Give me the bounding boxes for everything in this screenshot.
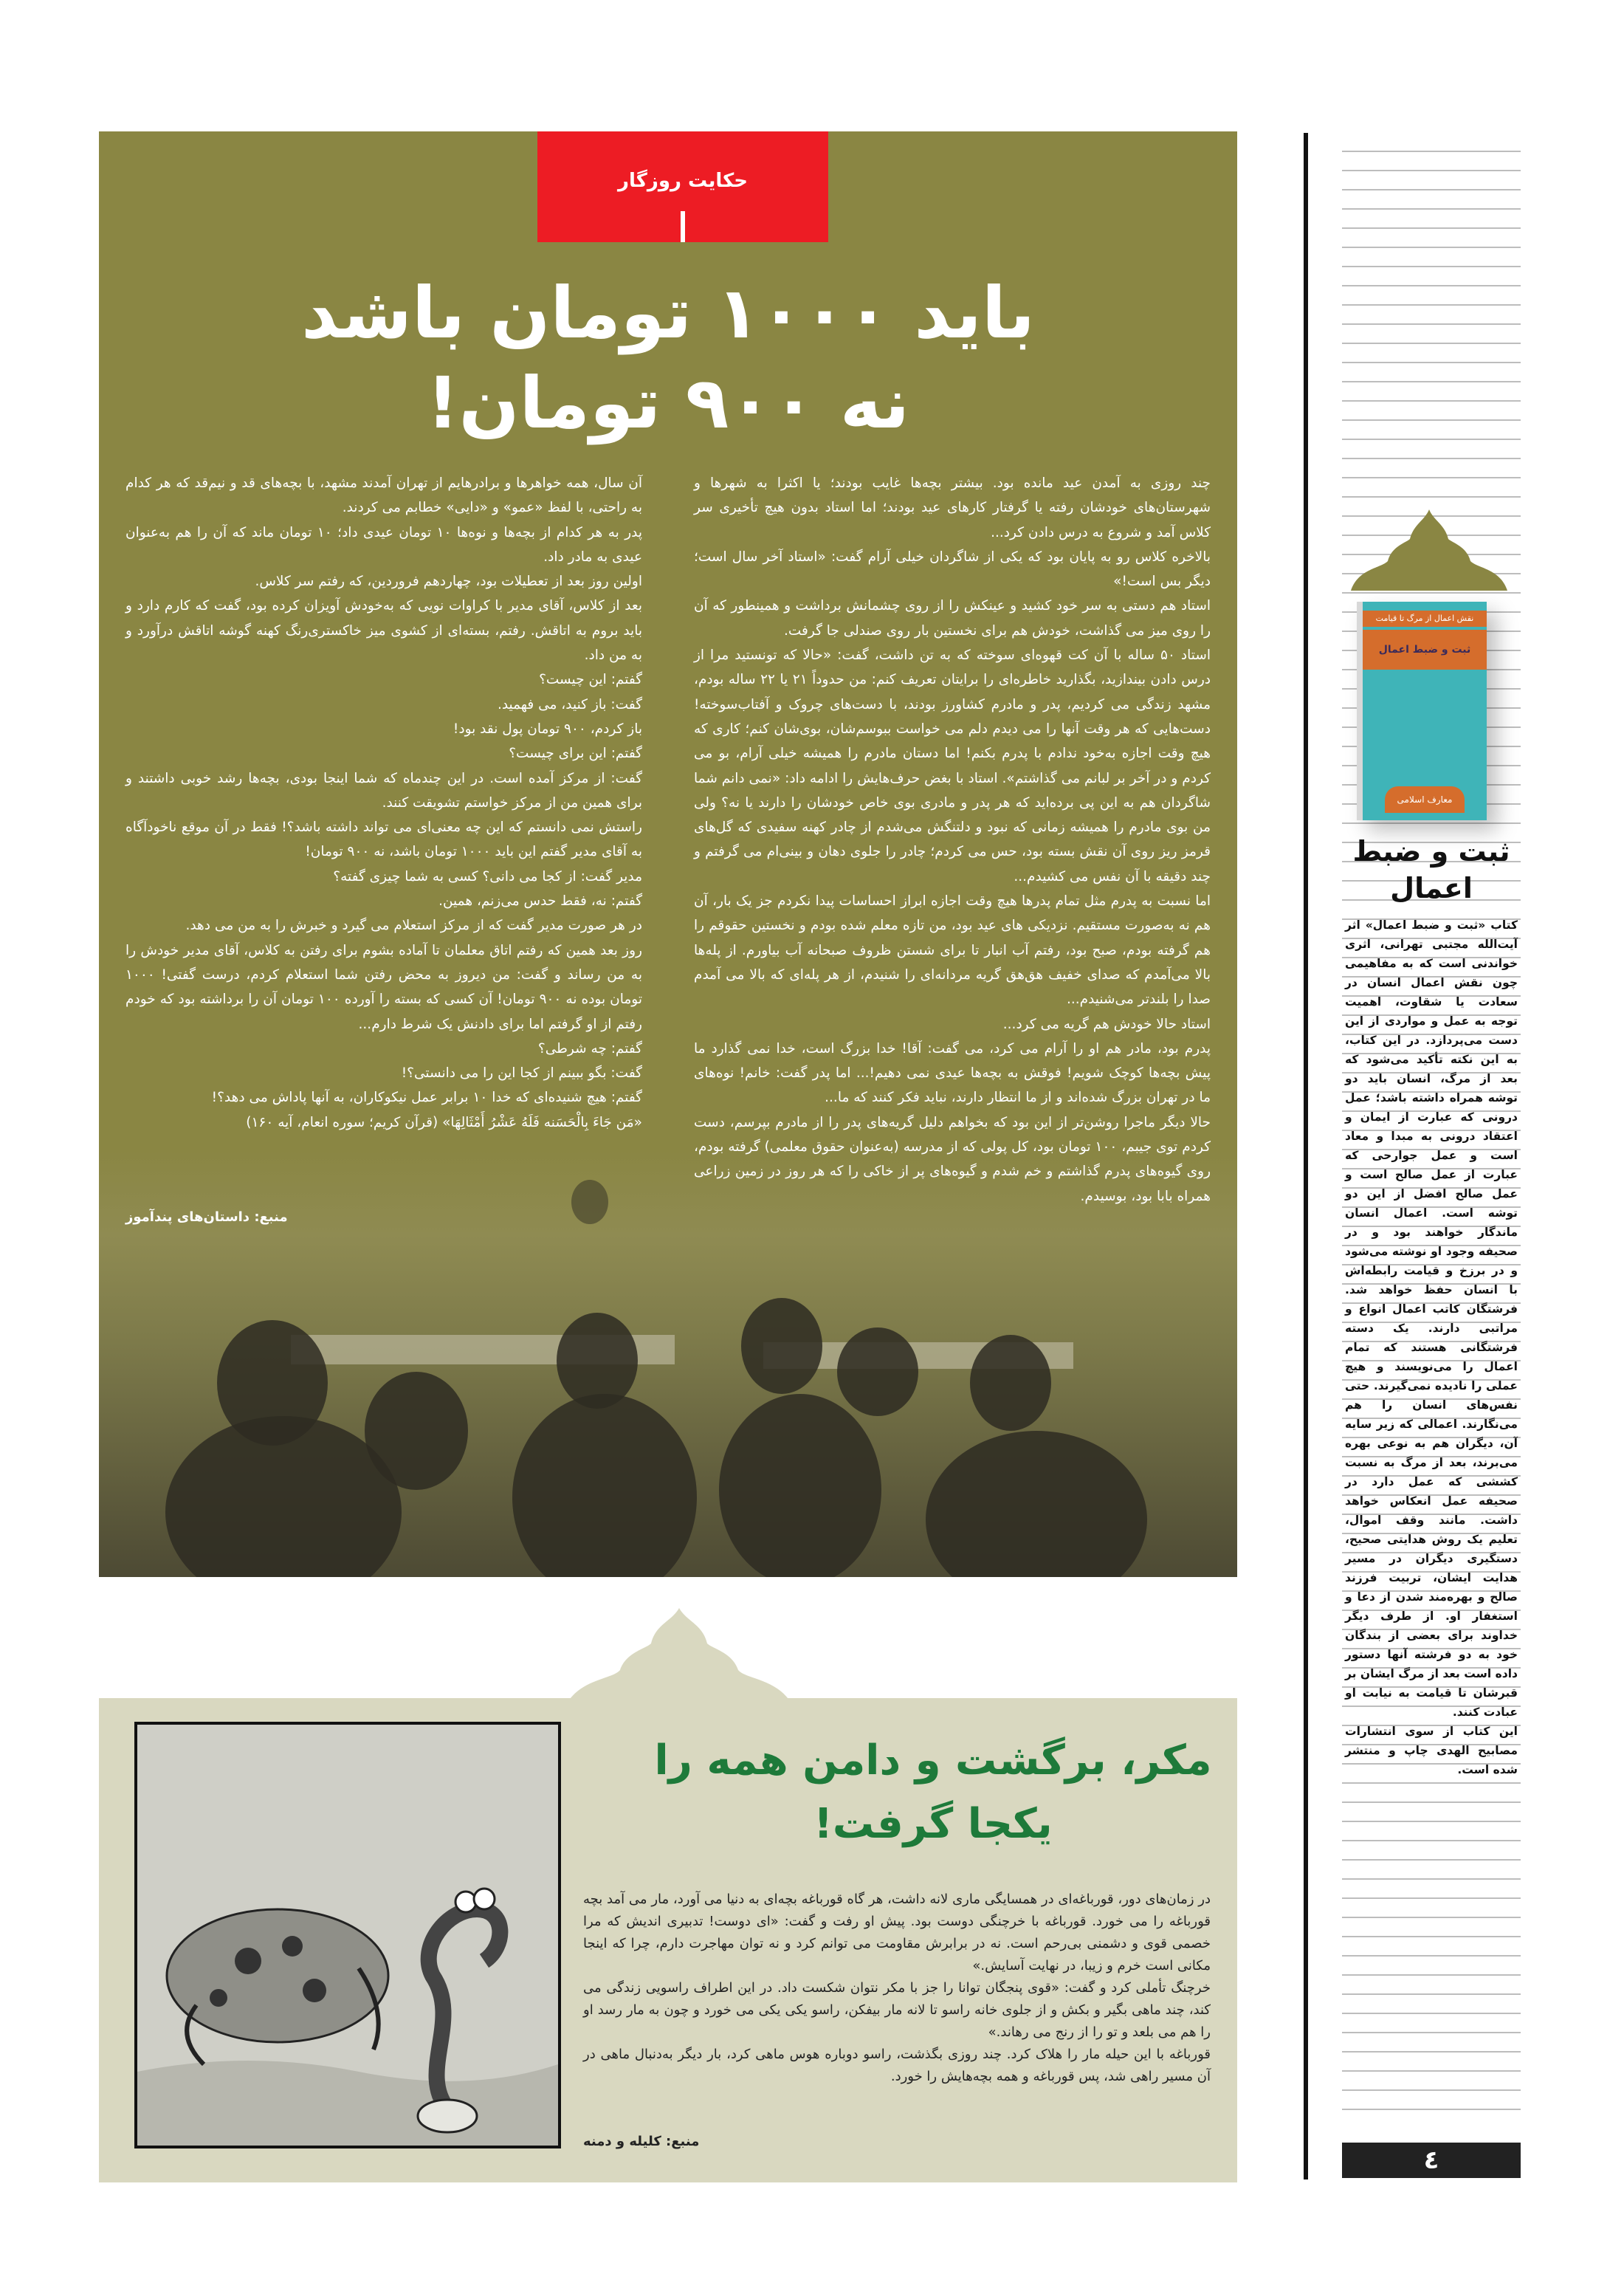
paragraph: در زمان‌های دور، قورباغه‌ای در همسایگی ماری لانه داشت، هر گاه قورباغه بچه‌ای به دنیا می آورد، مار می آمد بچه قورباغه را می خورد. قورباغه با خرچنگی دوست بود. پیش او رفت و گفت: «ای دوست! تدبیری اندیش که مرا خصمی قوی و دشمنی بی‌رحم است. نه در برابرش مقاومت می توانم کرد و نه توان مهاجرت دارم، چرا که اینجا مکانی است خرم و زیبا، در نهایت آسایش.» (583, 1892, 1211, 1974)
kicker-label: حکایت روزگار (618, 170, 748, 192)
sidebar-title-line-2: اعمال (1390, 872, 1473, 904)
main-story-panel (99, 131, 1237, 1577)
sidebar-title-line-1: ثبت و ضبط (1352, 835, 1510, 868)
story-column-left (125, 471, 642, 1135)
paragraph: خرچنگ تأملی کرد و گفت: «قوی پنجگان توانا را جز با مکر نتوان شکست داد. در این اطراف راسویی زندگی می کند، چند ماهی بگیر و بکش و از جلوی خانه راسو تا لانه مار بیفکن، راسو یکی یکی می خورد و چون به مار رسد او را هم می بلعد و تو را از رنج می رهاند.» (583, 1980, 1211, 2040)
paragraph: استاد حالا خودش هم گریه می کرد... (1002, 1016, 1211, 1032)
paragraph: در هر صورت مدیر گفت که از مرکز استعلام می گیرد و خبرش را به من می دهد. (185, 918, 642, 934)
paragraph: روز بعد همین که رفتم اتاق معلمان تا آماده بشوم برای رفتن به کلاس، آقای مدیر خودش را به من رساند و گفت: من دیروز به محض رفتن شما استعلام کردم، درست گفتی! ۱۰۰۰ تومان بوده نه ۹۰۰ تومان! آن کسی که بسته را آورده ۱۰۰ تومان آن را برداشته بود که خودم رفتم از او گرفتم اما برای دادنش یک شرط دارم... (125, 942, 642, 1032)
paragraph: قورباغه با این حیله مار را هلاک کرد. چند روزی بگذشت، راسو دوباره هوس ماهی کرد، بار دیگر به‌دنبال ماهی در آن مسیر راهی شد، پس قورباغه و همه بچه‌هایش را خورد. (583, 2047, 1211, 2084)
dome-ornament-icon (1351, 509, 1507, 591)
paragraph: گفت: بگو ببینم از کجا این را می دانستی؟! (401, 1065, 642, 1082)
paragraph: این کتاب از سوی انتشارات مصابیح الهدی چاپ و منتشر شده است. (1345, 1725, 1518, 1776)
paragraph: گفتم: هیچ شنیده‌ای که خدا ۱۰ برابر عمل نیکوکاران، به آنها پاداش می دهد؟! (211, 1090, 642, 1106)
paragraph: حالا دیگر ماجرا روشن‌تر از این بود که بخواهم دلیل گریه‌های پدر را از مادرم بپرسم، دست کردم توی جیبم، ۱۰۰ تومان بود، کل پولی که از مدرسه (به‌عنوان حقوق معلمی) گرفته بودم، روی گیوه‌های پدرم گذاشتم و خم شدم و گیوه‌های پر از خاکی را که هر روز در زمین زراعی همراه بابا بود، بوسیدم. (694, 1114, 1211, 1204)
paragraph: پدرم بود، مادر هم او را آرام می کرد، می گفت: آقا! خدا بزرگ است، خدا نمی گذارد ما پیش بچه‌ها کوچک شویم! فوقش به بچه‌ها عیدی نمی دهیم!... اما پدر گفت: خانم! نوه‌های ما در تهران بزرگ شده‌اند و از ما انتظار دارند، نباید فکر کنند که ما... (694, 1040, 1211, 1106)
dome-ornament-icon (568, 1608, 790, 1701)
book-cover-image (1357, 602, 1487, 820)
paragraph: کتاب «ثبت و ضبط اعمال» اثر آیت‌الله مجتبی تهرانی، اثری خواندنی است که به مفاهیمی چون نقش اعمال انسان در سعادت یا شقاوت، اهمیت توجه به عمل و مواردی از این دست می‌پردازد. در این کتاب، به این نکته تأکید می‌شود که بعد از مرگ، انسان باید دو توشه همراه داشته باشد؛ عمل درونی که عبارت از ایمان و اعتقاد درونی به مبدا و معاد است و عمل جوارحی که عبارت از عمل صالح است و عمل صالح افضل از این دو توشه است. اعمال انسان ماندگار خواهند بود و در صحیفه وجود او نوشته می‌شود و در برزخ و قیامت رابطه‌اش با انسان حفظ خواهد شد. فرشتگان کاتب اعمال انواع و مراتبی دارند. یک دسته فرشتگانی هستند که تمام اعمال را می‌نویسند و هیچ عملی را نادیده نمی‌گیرند. حتی نفس‌های انسان را هم می‌نگارند. اعمالی که زیر سایه آن، دیگران هم به نوعی بهره می‌برند، بعد از مرگ به نسبت کششی که عمل دارد در صحیفه عمل انعکاس خواهد داشت. مانند وقف اموال، تعلیم یک روش هدایتی صحیح، دستگیری دیگران در مسیر هدایت ایشان، تربیت فرزند صالح و بهره‌مند شدن از دعا و استغفار او. از طرف دیگر خداوند برای بعضی از بندگان خود به دو فرشته آنها دستور داده است بعد از مرگ ایشان بر قبرشان تا قیامت به نیابت او عبادت کنند. (1345, 918, 1518, 1719)
paragraph: گفتم: چه شرطی؟ (537, 1040, 642, 1057)
paragraph: گفتم: این چیست؟ (539, 672, 642, 688)
paragraph: استاد ۵۰ ساله با آن کت قهوه‌ای سوخته که به تن داشت، گفت: «حالا که تونستید مرا از درس دادن بیندازید، بگذارید خاطره‌ای را برایتان تعریف کنم: من حدوداً ۲۱ یا ۲۲ ساله بودم، مشهد زندگی می کردیم، پدر و مادرم کشاورز بودند، با دست‌های چروک و آفتاب‌سوخته! دست‌هایی که هر وقت آنها را می دیدم دلم می خواست ببوسم‌شان، بوی‌شان کنم؛ کاری که هیچ وقت اجازه به‌خود ندادم با پدرم بکنم! اما دستان مادرم را همیشه خیلی آرام، بو می کردم و در آخر بر لبانم می گذاشتم». استاد با بغض حرف‌هایش را ادامه داد: «نمی دانم شما شاگردان هم به این پی برده‌اید که هر پدر و مادری بوی خاص خودشان را دارند یا نه؟ ولی من بوی مادرم را همیشه زمانی که نبود و دلتنگش می‌شدم از چادر کهنه سفیدی که گل‌های قرمز ریز روی آن نقش بسته بود، حس می کردم؛ چادر را جلوی دهان و بینی‌ام می گرفتم و چند دقیقه با آن نفس می کشیدم... (694, 647, 1211, 884)
sidebar-title (1342, 833, 1521, 907)
book-title: ثبت و ضبط اعمال (1363, 630, 1487, 670)
paragraph: گفتم: نه، فقط حدس می‌زنم، همین. (438, 893, 642, 910)
paragraph: راستش نمی دانستم که این چه معنی‌ای می تواند داشته باشد؟! فقط در آن موقع ناخودآگاه به آقای مدیر گفتم این باید ۱۰۰۰ تومان باشد، نه ۹۰۰ تومان! (125, 820, 642, 860)
headline-line-2: یکجا گرفت! (813, 1800, 1053, 1848)
second-story-panel (99, 1698, 1237, 2182)
paragraph: «مَن جَاءَ بِالْحَسَنه فَلَهُ عَشْرُ أَمْثَالِهَا» (قرآن کریم؛ سوره انعام، آیه ۱۶۰) (246, 1114, 642, 1130)
source-label: منبع: کلیله و دمنه (583, 2134, 700, 2149)
kicker-bar (681, 211, 685, 242)
page-number: ٤ (1342, 2143, 1521, 2178)
paragraph: اما نسبت به پدرم مثل تمام پدرها هیچ وقت اجازه ابراز احساسات پیدا نکردم جز یک بار، آن هم نه به‌صورت مستقیم. نزدیکی های عید بود، من تازه معلم شده بودم و نخستین حقوقم را هم گرفته بودم، صبح بود، رفتم آب انبار تا برای شستن ظروف صبحانه آب بیاورم. از پله‌ها بالا می‌آمدم که صدای خفیف هق‌هق گریه مردانه‌ای را شنیدم، از هر پله‌ای که بالا می آمدم صدا را بلندتر می‌شنیدم... (694, 893, 1211, 1008)
paragraph: چند روزی به آمدن عید مانده بود. بیشتر بچه‌ها غایب بودند؛ یا اکثرا به شهرها و شهرستان‌های خودشان رفته یا گرفتار کارهای عید بودند؛ اما استاد بدون هیچ تأخیری سر کلاس آمد و شروع به درس دادن کرد... (694, 475, 1211, 540)
second-story-body (583, 1889, 1211, 2088)
paragraph: استاد هم دستی به سر خود کشید و عینکش را از روی چشمانش برداشت و همینطور که آن را روی میز می گذاشت، خودش هم برای نخستین بار روی صندلی جا گرفت. (694, 598, 1211, 639)
story-source: منبع: داستان‌های پندآموز (125, 1209, 288, 1225)
main-headline (99, 268, 1237, 448)
column-divider (1304, 133, 1308, 2179)
paragraph: بالاخره کلاس رو به پایان بود که یکی از شاگردان خیلی آرام گفت: «استاد آخر سال است؛ دیگر بس است!» (694, 549, 1211, 590)
section-kicker (537, 131, 828, 242)
second-story-source (583, 2134, 1211, 2149)
book-collection: معارف اسلامی (1385, 786, 1465, 813)
paragraph: اولین روز بعد از تعطیلات بود، چهاردهم فروردین، که رفتم سر کلاس. (255, 574, 642, 590)
headline-line-1: مکر، برگشت و دامن همه را (654, 1737, 1212, 1784)
frog-snake-illustration (134, 1722, 561, 2148)
headline-line-1: باید ۱۰۰۰ تومان باشد (301, 272, 1035, 354)
paragraph: گفت: از مرکز آمده است. در این چندماه که شما اینجا بودی، بچه‌ها رشد خوبی داشتند و برای همین من از مرکز خواستم تشویقت کنند. (125, 770, 642, 811)
second-story-headline (630, 1729, 1236, 1856)
paragraph: پدر به هر کدام از بچه‌ها و نوه‌ها ۱۰ تومان عیدی داد؛ ۱۰ تومان ماند که آن را هم به‌عنوان عیدی به مادر داد. (125, 524, 643, 565)
paragraph: بعد از کلاس، آقای مدیر با کراوات نویی که به‌خودش آویزان کرده بود، گفت که کارم دارد و باید بروم به اتاقش. رفتم، بسته‌ای از کشوی میز خاکستری‌رنگ کهنه گوشه اتاقش درآورد و به من داد. (125, 598, 642, 664)
story-column-right (694, 471, 1211, 1209)
headline-line-2: نه ۹۰۰ تومان! (426, 362, 910, 444)
paragraph: مدیر گفت: از کجا می دانی؟ کسی به شما چیزی گفته؟ (333, 868, 642, 884)
book-series: نقش اعمال از مرگ تا قیامت (1363, 611, 1487, 627)
paragraph: آن سال، همه خواهرها و برادرهایم از تهران آمدند مشهد، با بچه‌های قد و نیم‌قد که هر کدام به راحتی، با لفظ «عمو» و «دایی» خطابم می کردند. (125, 475, 642, 516)
paragraph: گفتم: این برای چیست؟ (509, 746, 642, 762)
paragraph: باز کردم، ۹۰۰ تومان پول نقد بود! (453, 721, 642, 737)
sidebar-body (1345, 916, 1518, 1779)
paragraph: گفت: باز کنید، می فهمید. (497, 696, 642, 712)
